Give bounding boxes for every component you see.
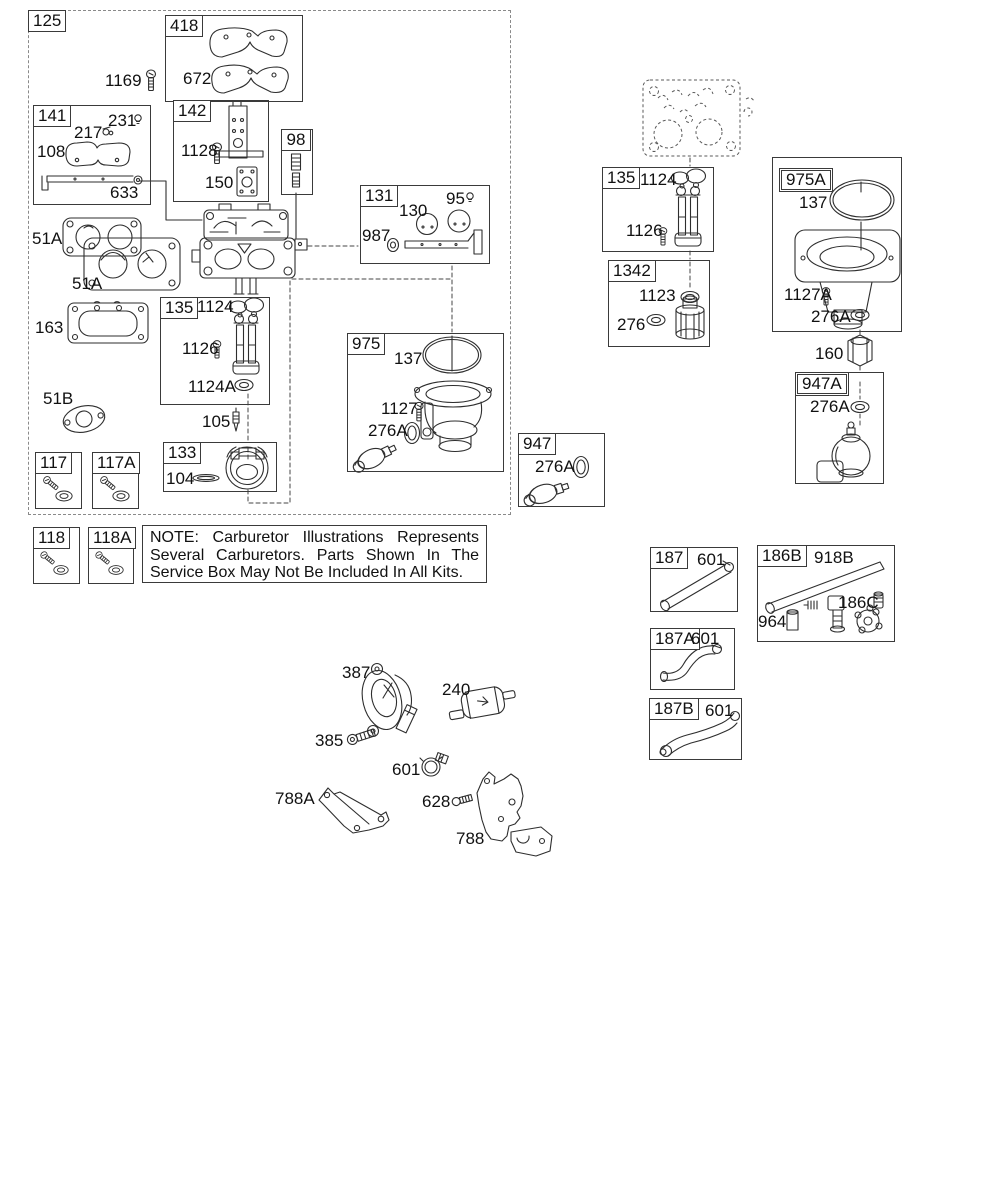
box-label-117: 117 [35, 452, 72, 474]
box-kit-98 [281, 129, 313, 195]
part-label-1124A: 1124A [188, 377, 236, 396]
box-label-187B: 187B [649, 698, 699, 720]
box-label-131: 131 [360, 185, 398, 207]
box-label-186B: 186B [757, 545, 807, 567]
part-label-1127A: 1127A [784, 285, 832, 304]
part-label-1126: 1126 [182, 339, 219, 358]
box-label-98: 98 [281, 129, 311, 151]
box-kit-117 [35, 452, 82, 509]
part-label-633: 633 [110, 183, 139, 202]
box-kit-947A [795, 372, 884, 484]
box-kit-118 [33, 527, 80, 584]
part-label-217: 217 [74, 123, 103, 142]
part-label-276A: 276A [811, 307, 851, 326]
part-label-788: 788 [456, 829, 485, 848]
box-kit-131 [360, 185, 490, 264]
note-box [142, 525, 487, 583]
part-label-1127: 1127 [381, 399, 418, 418]
box-kit-975A [772, 157, 902, 332]
box-label-135: 135 [602, 167, 640, 189]
part-label-51B: 51B [43, 389, 74, 408]
part-label-95: 95 [446, 189, 465, 208]
note-line-2: Several Carburetors. Parts Shown In The [150, 546, 479, 564]
box-label-133: 133 [163, 442, 201, 464]
part-label-628: 628 [422, 792, 451, 811]
box-label-125: 125 [28, 10, 66, 32]
box-label-975: 975 [347, 333, 385, 355]
note-line-1: NOTE: Carburetor Illustrations Represents [150, 529, 479, 546]
nut-160-icon [848, 335, 872, 366]
box-label-118: 118 [33, 527, 70, 549]
box-label-187A: 187A [650, 628, 700, 650]
part-label-104: 104 [166, 469, 195, 488]
part-label-987: 987 [362, 226, 391, 245]
part-label-1126: 1126 [626, 221, 663, 240]
part-label-1128: 1128 [181, 141, 218, 160]
box-label-1342: 1342 [608, 260, 656, 282]
part-label-601: 601 [691, 629, 720, 648]
bracket-788-icon [477, 772, 552, 856]
part-label-387: 387 [342, 663, 371, 682]
part-label-186C: 186C [838, 593, 879, 612]
part-label-163: 163 [35, 318, 64, 337]
part-label-601: 601 [392, 760, 421, 779]
part-label-1124: 1124 [640, 170, 677, 189]
note-line-3: Service Box May Not Be Included In All Kits. [150, 564, 464, 581]
part-label-964: 964 [758, 612, 787, 631]
part-label-1123: 1123 [639, 286, 676, 305]
part-label-137: 137 [394, 349, 423, 368]
part-label-51A: 51A [32, 229, 63, 248]
box-kit-418 [165, 15, 303, 102]
bolt-385-icon [346, 728, 376, 746]
part-label-385: 385 [315, 731, 344, 750]
box-label-947A: 947A [795, 372, 849, 396]
part-label-150: 150 [205, 173, 234, 192]
part-label-231: 231 [108, 111, 137, 130]
box-label-418: 418 [165, 15, 203, 37]
clamp-601-icon [420, 753, 448, 776]
box-label-975A: 975A [779, 168, 833, 192]
part-label-601: 601 [705, 701, 734, 720]
box-label-141: 141 [33, 105, 71, 127]
bracket-788A-icon [319, 788, 389, 833]
box-kit-975 [347, 333, 504, 472]
box-label-947: 947 [518, 433, 556, 455]
part-label-1124: 1124 [197, 297, 234, 316]
carburetor-top-ghost [643, 80, 754, 156]
part-label-105: 105 [202, 412, 231, 431]
part-label-276: 276 [617, 315, 646, 334]
part-label-240: 240 [442, 680, 471, 699]
part-label-137: 137 [799, 193, 828, 212]
part-label-276A: 276A [535, 457, 575, 476]
part-label-276A: 276A [810, 397, 850, 416]
part-label-1169: 1169 [105, 71, 142, 90]
box-kit-118A [88, 527, 134, 584]
box-label-142: 142 [173, 100, 211, 122]
part-label-788A: 788A [275, 789, 315, 808]
box-label-118A: 118A [88, 527, 136, 549]
box-label-187: 187 [650, 547, 688, 569]
part-label-108: 108 [37, 142, 66, 161]
part-label-601: 601 [697, 550, 726, 569]
screw-628-icon [451, 794, 472, 807]
box-label-135: 135 [160, 297, 198, 319]
part-label-672: 672 [183, 69, 212, 88]
part-label-160: 160 [815, 344, 844, 363]
box-label-117A: 117A [92, 452, 140, 474]
part-label-276A: 276A [368, 421, 408, 440]
part-label-51A: 51A [72, 274, 103, 293]
box-kit-117A [92, 452, 139, 509]
part-label-130: 130 [399, 201, 428, 220]
part-label-918B: 918B [814, 548, 854, 567]
